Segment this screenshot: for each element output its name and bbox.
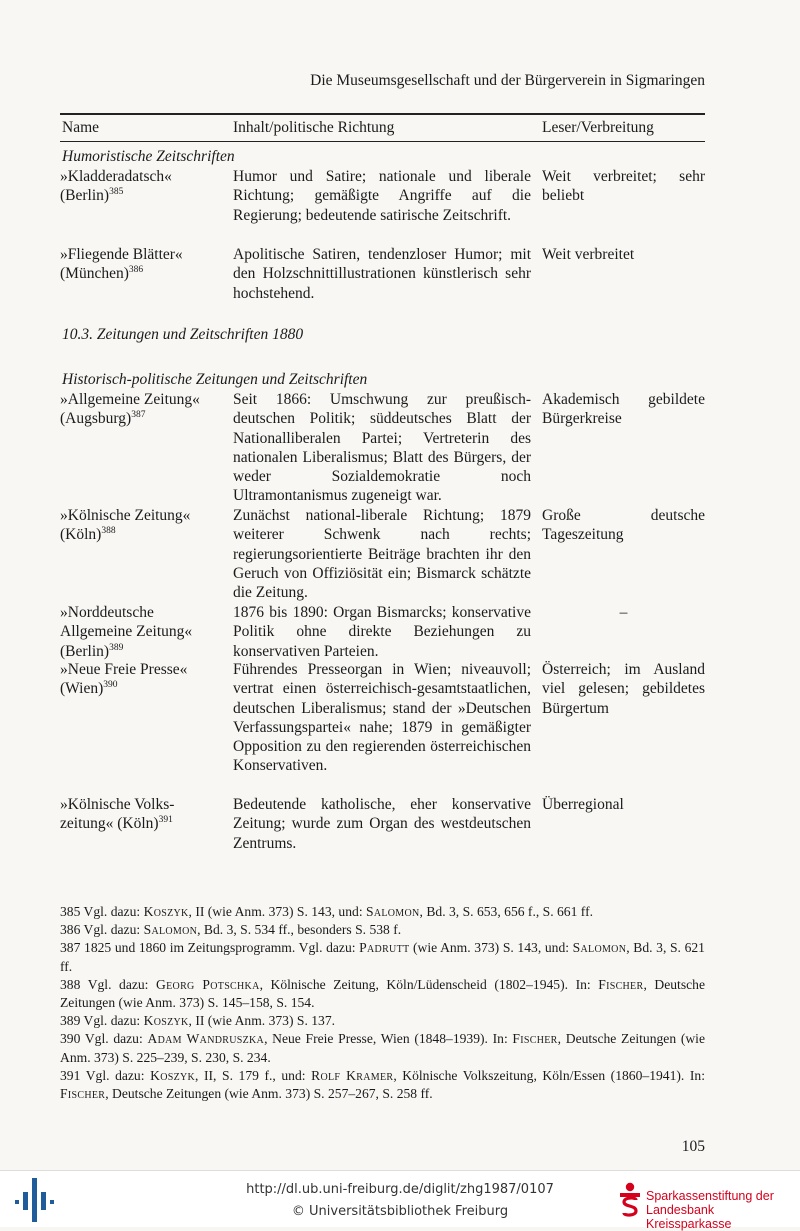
table-row (60, 603, 705, 661)
entry-name: »Norddeutsche Allgemeine Zeitung« (Berlin)$^{389}$ (60, 604, 193, 660)
entry-description: Zunächst national-liberale Richtung; 1879 weiterer Schwenk nach rechts; regierungsorientierte Beiträge brachten ihr den Geruch von Offiziösität ein; Bismarck schätzte die Zeitung. (233, 507, 531, 602)
entry-description: Apolitische Satiren, tendenzloser Humor; mit den Holzschnittillustrationen künstlerisch sehr hochstehend. (233, 246, 531, 302)
entry-name: »Kölnische Volks- zeitung« (Köln)$^{391}$ (60, 796, 175, 833)
footnote-ref: 391 (158, 815, 173, 826)
entry-readers: Österreich; im Ausland viel gelesen; gebildetes Bürgertum (542, 661, 705, 717)
table-row (60, 245, 705, 303)
footnote-ref: 389 (109, 642, 124, 653)
entry-name: »Kladderadatsch« (Berlin)$^{385}$ (60, 168, 172, 205)
footnote-387: 387 1825 und 1860 im Zeitungsprogramm. Vgl. dazu: Padrutt (wie Anm. 373) S. 143, und: Salomon, Bd. 3, S. 621 ff. (60, 940, 705, 974)
footnote-386: 386 Vgl. dazu: Salomon, Bd. 3, S. 534 ff., besonders S. 538 f. (60, 922, 402, 938)
entry-name: »Neue Freie Presse« (Wien)$^{390}$ (60, 661, 188, 698)
footer-bar (0, 1170, 800, 1231)
footnotes (60, 903, 705, 1103)
entry-readers: Überregional (542, 796, 624, 813)
table-row (60, 390, 705, 506)
entry-description: Seit 1866: Umschwung zur preußisch-deutschen Politik; süddeutsches Blatt der Nationalliberalen Partei; Vertreterin des nationalen Liberalismus; Blatt des Bürgers, der weder Sozialdemokratie noch Ultramontanismus zugeneigt war. (233, 391, 531, 505)
footnote-ref: 386 (128, 265, 144, 276)
table-row (60, 795, 705, 853)
entry-name: »Fliegende Blätter« (München)$^{386}$ (60, 246, 183, 283)
entry-readers: – (619, 604, 628, 621)
column-header-name: Name (62, 119, 100, 136)
entry-description: 1876 bis 1890: Organ Bismarcks; konservative Politik ohne direkte Beziehungen zu konservativen Parteien. (233, 604, 531, 660)
entry-readers: Weit verbreitet (542, 246, 635, 263)
sparkasse-icon (618, 1182, 642, 1220)
table-header-rule (60, 141, 705, 142)
footnote-391: 391 Vgl. dazu: Koszyk, II, S. 179 f., und: Rolf Kramer, Kölnische Volkszeitung, Köln/Essen (1860–1941). In: Fischer, Deutsche Zeitungen (wie Anm. 373) S. 257–267, S. 258 ff. (60, 1067, 705, 1102)
permalink-url[interactable]: http://dl.ub.uni-freiburg.de/diglit/zhg1987/0107 (246, 1182, 554, 1197)
entry-name: »Kölnische Zeitung« (Köln)$^{388}$ (60, 507, 191, 544)
footnote-ref: 388 (101, 526, 116, 537)
running-header: Die Museumsgesellschaft und der Bürgerverein in Sigmaringen (310, 72, 705, 89)
footnote-385: 385 Vgl. dazu: Koszyk, II (wie Anm. 373) S. 143, und: Salomon, Bd. 3, S. 653, 656 f., S. 661 ff. (60, 904, 594, 919)
entry-description: Bedeutende katholische, eher konservative Zeitung; wurde zum Organ des westdeutschen Zentrums. (233, 796, 531, 852)
sponsor-text: Sparkassenstiftung der Landesbank Kreissparkasse (646, 1189, 774, 1231)
section-title-humor: Humoristische Zeitschriften (62, 148, 235, 165)
entry-description: Humor und Satire; nationale und liberale Richtung; gemäßigte Angriffe auf die Regierung; bedeutende satirische Zeitschrift. (233, 168, 531, 224)
entry-readers: Weit verbreitet; sehr beliebt (542, 168, 705, 205)
entry-description: Führendes Presseorgan in Wien; niveauvoll; vertrat einen österreichisch-gesamtstaatlichen, deutschen Liberalismus; stand der »Deutschen Verfassungspartei« nahe; 1879 in gemäßigter Opposition zu den regierenden österreichischen Konservativen. (233, 661, 531, 775)
entry-name: »Allgemeine Zeitung« (Augsburg)$^{387}$ (60, 391, 200, 428)
table-row (60, 167, 705, 245)
entry-readers: Akademisch gebildete Bürgerkreise (542, 391, 705, 428)
table-row (60, 506, 705, 603)
sponsor-logo[interactable] (618, 1179, 798, 1231)
footnote-ref: 385 (109, 187, 124, 198)
column-header-content: Inhalt/politische Richtung (233, 119, 395, 136)
footnote-389: 389 Vgl. dazu: Koszyk, II (wie Anm. 373) S. 137. (60, 1013, 336, 1029)
table-row (60, 660, 705, 795)
page-number: 105 (681, 1138, 705, 1155)
section-title-political: Historisch-politische Zeitungen und Zeitschriften (62, 371, 368, 388)
entry-readers: Große deutsche Tageszeitung (542, 507, 705, 544)
footnote-390: 390 Vgl. dazu: Adam Wandruszka, Neue Freie Presse, Wien (1848–1939). In: Fischer, Deutsche Zeitungen (wie Anm. 373) S. 225–239, S. 230, S. 234. (60, 1031, 705, 1065)
footnote-388: 388 Vgl. dazu: Georg Potschka, Kölnische Zeitung, Köln/Lüdenscheid (1802–1945). In: Fischer, Deutsche Zeitungen (wie Anm. 373) S. 145–158, S. 154. (60, 976, 705, 1011)
table-top-rule (60, 113, 705, 115)
footnote-ref: 387 (131, 410, 146, 421)
section-title-1880: 10.3. Zeitungen und Zeitschriften 1880 (62, 326, 304, 343)
footnote-ref: 390 (103, 680, 118, 691)
column-header-readers: Leser/Verbreitung (542, 119, 654, 136)
copyright-notice: © Universitätsbibliothek Freiburg (291, 1204, 509, 1219)
